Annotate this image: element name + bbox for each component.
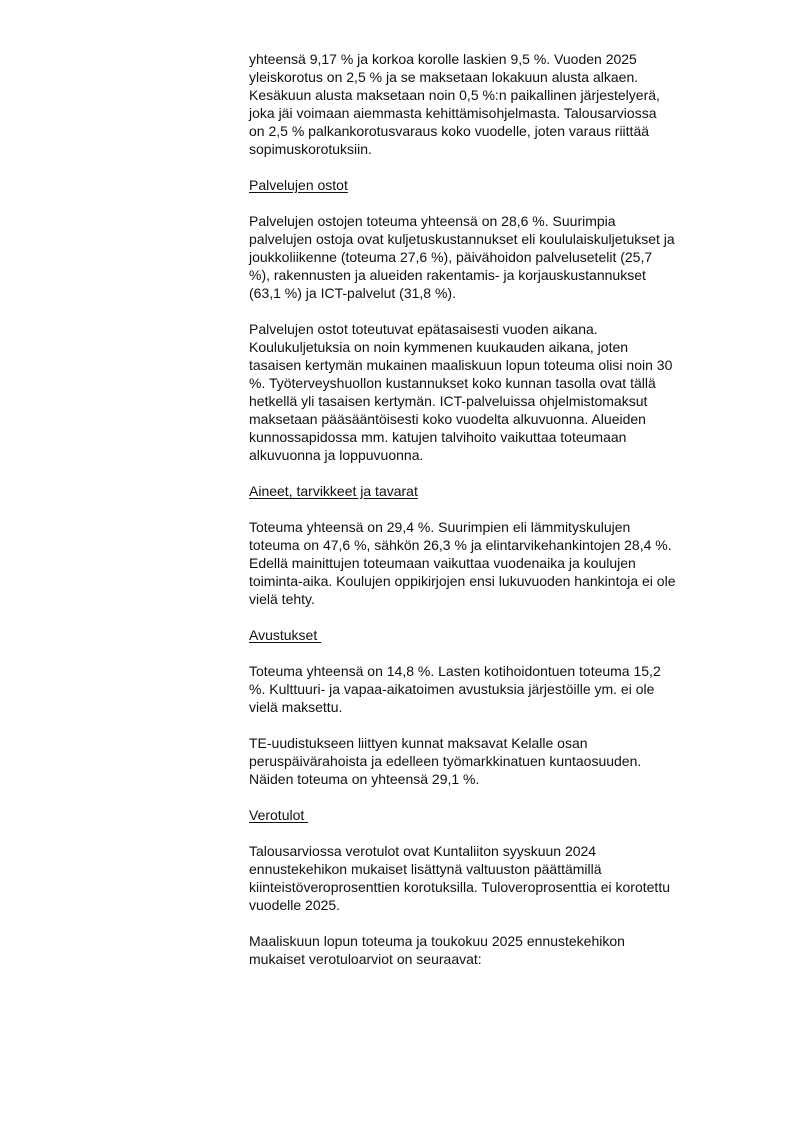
text-line: TE-uudistukseen liittyen kunnat maksavat Kelalle osan: [249, 735, 588, 751]
text-line: %), rakennusten ja alueiden rakentamis- ja korjauskustannukset: [249, 267, 646, 283]
verotulot-paragraph-1: [249, 842, 749, 914]
text-line: on 2,5 % palkankorotusvaraus koko vuodelle, joten varaus riittää: [249, 123, 650, 139]
text-line: vielä tehty.: [249, 591, 315, 607]
text-line: Toteuma yhteensä on 29,4 %. Suurimpien eli lämmityskulujen: [249, 519, 631, 535]
text-line: vuodelle 2025.: [249, 897, 341, 913]
avustukset-paragraph-1: [249, 662, 749, 716]
avustukset-paragraph-2: [249, 734, 749, 788]
text-line: mukaiset verotuloarviot on seuraavat:: [249, 951, 482, 967]
text-line: yhteensä 9,17 % ja korkoa korolle laskien 9,5 %. Vuoden 2025: [249, 51, 637, 67]
text-line: toteuma on 47,6 %, sähkön 26,3 % ja elintarvikehankintojen 28,4 %.: [249, 537, 672, 553]
document-page: [249, 50, 749, 986]
text-line: maksetaan pääsääntöisesti koko vuodelta alkuvuonna. Alueiden: [249, 411, 646, 427]
text-line: sopimuskorotuksiin.: [249, 141, 372, 157]
text-line: peruspäivärahoista ja edelleen työmarkkinatuen kuntaosuuden.: [249, 753, 642, 769]
palvelujen-ostot-paragraph-1: [249, 212, 749, 302]
text-line: Palvelujen ostojen toteuma yhteensä on 28,6 %. Suurimpia: [249, 213, 616, 229]
section-heading-verotulot: Verotulot: [249, 807, 309, 823]
intro-paragraph: [249, 50, 749, 158]
text-line: Talousarviossa verotulot ovat Kuntaliiton syyskuun 2024: [249, 843, 597, 859]
text-line: Näiden toteuma on yhteensä 29,1 %.: [249, 771, 480, 787]
text-line: tasaisen kertymän mukainen maaliskuun lopun toteuma olisi noin 30: [249, 357, 673, 373]
text-line: Toteuma yhteensä on 14,8 %. Lasten kotihoidontuen toteuma 15,2: [249, 663, 661, 679]
text-line: toiminta-aika. Koulujen oppikirjojen ensi lukuvuoden hankintoja ei ole: [249, 573, 676, 589]
text-line: Koulukuljetuksia on noin kymmenen kuukauden aikana, joten: [249, 339, 629, 355]
text-line: Maaliskuun lopun toteuma ja toukokuu 2025 ennustekehikon: [249, 933, 625, 949]
section-heading-palvelujen-ostot: Palvelujen ostot: [249, 177, 348, 193]
text-line: kunnossapidossa mm. katujen talvihoito vaikuttaa toteumaan: [249, 429, 627, 445]
verotulot-paragraph-2: [249, 932, 749, 968]
palvelujen-ostot-paragraph-2: [249, 320, 749, 464]
text-line: Edellä mainittujen toteumaan vaikuttaa vuodenaika ja koulujen: [249, 555, 636, 571]
text-line: %. Kulttuuri- ja vapaa-aikatoimen avustuksia järjestöille ym. ei ole: [249, 681, 655, 697]
text-line: Kesäkuun alusta maksetaan noin 0,5 %:n paikallinen järjestelyerä,: [249, 87, 660, 103]
text-line: (63,1 %) ja ICT-palvelut (31,8 %).: [249, 285, 456, 301]
text-line: alkuvuonna ja loppuvuonna.: [249, 447, 424, 463]
text-line: %. Työterveyshuollon kustannukset koko kunnan tasolla ovat tällä: [249, 375, 656, 391]
section-heading-aineet: Aineet, tarvikkeet ja tavarat: [249, 483, 418, 499]
text-line: Palvelujen ostot toteutuvat epätasaisesti vuoden aikana.: [249, 321, 598, 337]
section-heading-avustukset: Avustukset: [249, 627, 322, 643]
text-line: joka jäi voimaan aiemmasta kehittämisohjelmasta. Talousarviossa: [249, 105, 657, 121]
text-line: hetkellä yli tasaisen kertymän. ICT-palveluissa ohjelmistomaksut: [249, 393, 648, 409]
text-line: palvelujen ostoja ovat kuljetuskustannukset eli koululaiskuljetukset ja: [249, 231, 675, 247]
text-line: vielä maksettu.: [249, 699, 343, 715]
text-line: ennustekehikon mukaiset lisättynä valtuuston päättämillä: [249, 861, 602, 877]
text-line: kiinteistöveroprosenttien korotuksilla. Tuloveroprosenttia ei korotettu: [249, 879, 670, 895]
aineet-paragraph-1: [249, 518, 749, 608]
text-line: yleiskorotus on 2,5 % ja se maksetaan lokakuun alusta alkaen.: [249, 69, 639, 85]
text-line: joukkoliikenne (toteuma 27,6 %), päivähoidon palvelusetelit (25,7: [249, 249, 653, 265]
